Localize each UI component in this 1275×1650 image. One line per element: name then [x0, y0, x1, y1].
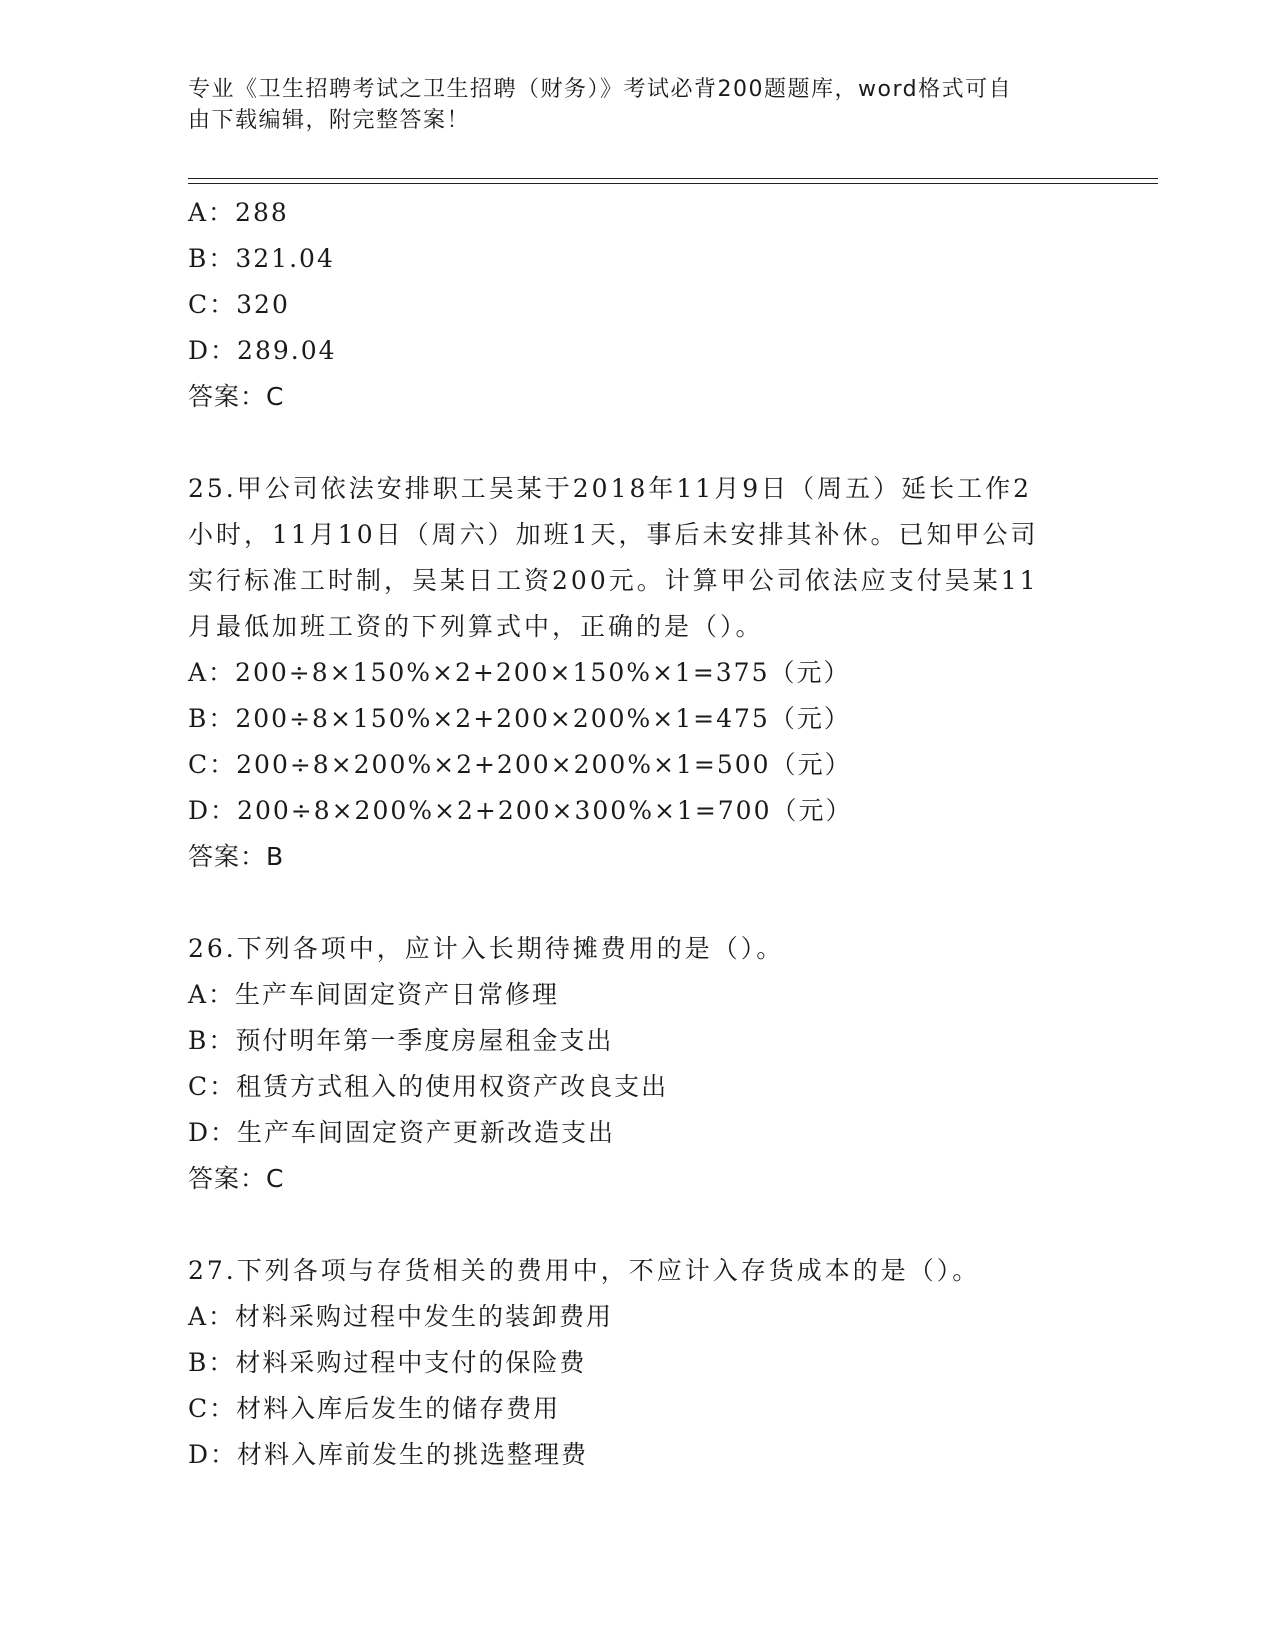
question-block-25	[188, 466, 1088, 880]
spacer	[188, 1202, 1088, 1248]
option-a: A：材料采购过程中发生的装卸费用	[188, 1302, 614, 1331]
option-c: C：320	[188, 290, 290, 319]
question-block-27	[188, 1248, 1088, 1478]
question-stem	[188, 466, 1088, 650]
header-line-1: 专业《卫生招聘考试之卫生招聘（财务）》考试必背200题题库，word格式可自	[188, 77, 1013, 102]
stem-line: 小时，11月10日（周六）加班1天，事后未安排其补休。已知甲公司	[188, 520, 1039, 549]
option-d: D：材料入库前发生的挑选整理费	[188, 1440, 589, 1469]
question-stem	[188, 1248, 1088, 1294]
option-d: D：289.04	[188, 336, 337, 365]
option-b: B：预付明年第一季度房屋租金支出	[188, 1026, 614, 1055]
option-b: B：材料采购过程中支付的保险费	[188, 1348, 587, 1377]
question-block-26	[188, 926, 1088, 1202]
option-a: A：200÷8×150%×2+200×150%×1=375（元）	[188, 658, 851, 687]
option-b: B：200÷8×150%×2+200×200%×1=475（元）	[188, 704, 851, 733]
answer-line: 答案：C	[188, 1164, 285, 1193]
answer-line: 答案：B	[188, 842, 285, 871]
question-stem	[188, 926, 1088, 972]
document-header	[188, 74, 1088, 136]
option-c: C：租赁方式租入的使用权资产改良支出	[188, 1072, 669, 1101]
option-b: B：321.04	[188, 244, 335, 273]
option-c: C：200÷8×200%×2+200×200%×1=500（元）	[188, 750, 852, 779]
stem-line: 26.下列各项中，应计入长期待摊费用的是（）。	[188, 934, 785, 963]
header-line-2: 由下载编辑，附完整答案！	[188, 108, 471, 133]
stem-line: 25.甲公司依法安排职工吴某于2018年11月9日（周五）延长工作2	[188, 474, 1033, 503]
stem-line: 月最低加班工资的下列算式中，正确的是（）。	[188, 612, 764, 641]
question-list	[188, 190, 1088, 1478]
stem-line: 27.下列各项与存货相关的费用中，不应计入存货成本的是（）。	[188, 1256, 981, 1285]
option-d: D：200÷8×200%×2+200×300%×1=700（元）	[188, 796, 853, 825]
option-d: D：生产车间固定资产更新改造支出	[188, 1118, 616, 1147]
spacer	[188, 420, 1088, 466]
question-block-previous	[188, 190, 1088, 420]
header-divider-bottom	[188, 183, 1158, 184]
option-a: A：生产车间固定资产日常修理	[188, 980, 560, 1009]
header-divider-top	[188, 178, 1158, 179]
option-a: A：288	[188, 198, 289, 227]
answer-line: 答案：C	[188, 382, 285, 411]
option-c: C：材料入库后发生的储存费用	[188, 1394, 561, 1423]
stem-line: 实行标准工时制，吴某日工资200元。计算甲公司依法应支付吴某11	[188, 566, 1039, 595]
spacer	[188, 880, 1088, 926]
